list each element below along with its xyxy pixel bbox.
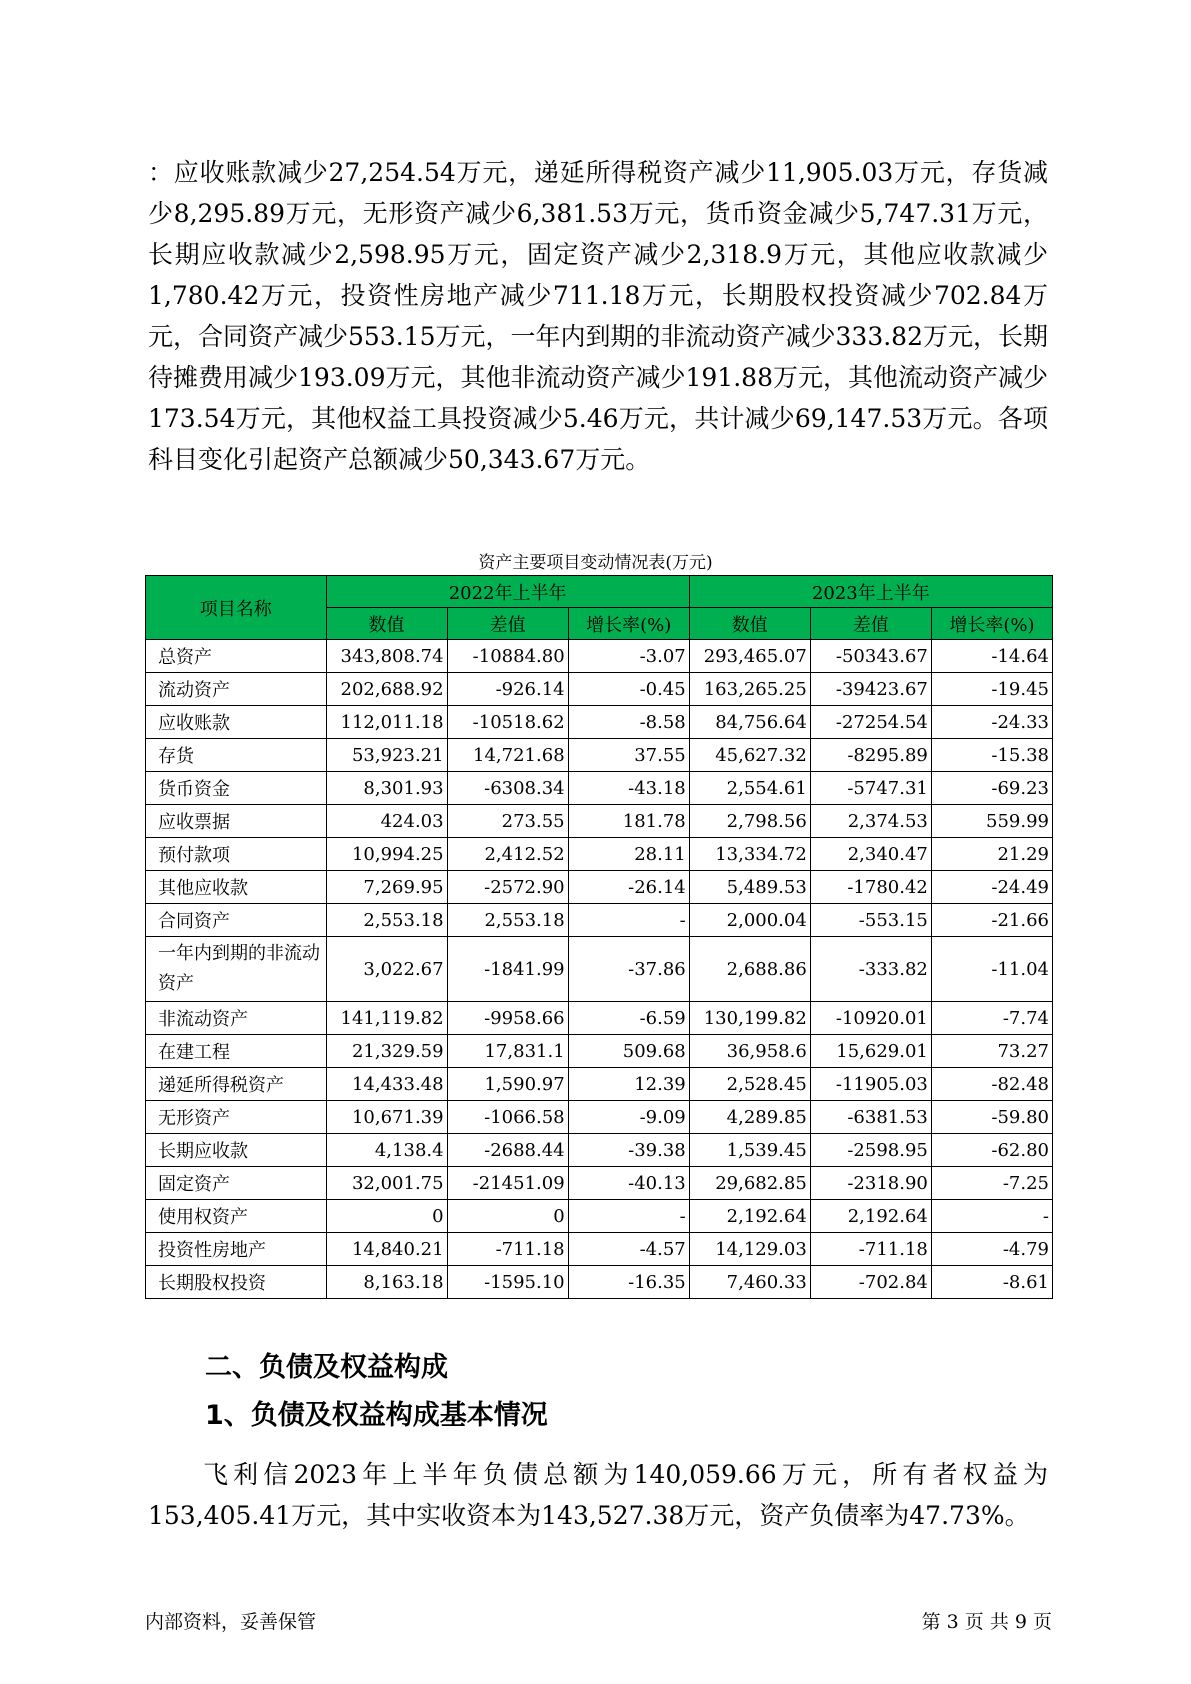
table-cell: 1,590.97 — [447, 1068, 568, 1101]
table-row — [146, 1233, 1053, 1266]
table-cell: 15,629.01 — [810, 1035, 931, 1068]
header-value-2022: 数值 — [326, 608, 447, 640]
table-cell: 1,539.45 — [689, 1134, 810, 1167]
table-cell: -333.82 — [810, 937, 931, 1002]
table-cell: -711.18 — [810, 1233, 931, 1266]
table-cell: -1841.99 — [447, 937, 568, 1002]
row-label: 递延所得税资产 — [146, 1068, 327, 1101]
table-cell: 5,489.53 — [689, 871, 810, 904]
table-cell: -43.18 — [568, 772, 689, 805]
table-row — [146, 838, 1053, 871]
header-growth-2022: 增长率(%) — [568, 608, 689, 640]
table-cell: -2318.90 — [810, 1167, 931, 1200]
table-cell: -6.59 — [568, 1002, 689, 1035]
row-label: 货币资金 — [146, 772, 327, 805]
table-cell: 2,192.64 — [810, 1200, 931, 1233]
table-cell: -0.45 — [568, 673, 689, 706]
table-cell: 293,465.07 — [689, 640, 810, 673]
table-cell: 0 — [326, 1200, 447, 1233]
table-row — [146, 805, 1053, 838]
row-label: 一年内到期的非流动资产 — [146, 937, 327, 1002]
table-row — [146, 1002, 1053, 1035]
table-cell: -40.13 — [568, 1167, 689, 1200]
table-cell: 163,265.25 — [689, 673, 810, 706]
table-cell: -59.80 — [931, 1101, 1052, 1134]
table-cell: -24.33 — [931, 706, 1052, 739]
table-cell: -2572.90 — [447, 871, 568, 904]
table-cell: -8.61 — [931, 1266, 1052, 1299]
table-cell: 3,022.67 — [326, 937, 447, 1002]
table-row — [146, 1167, 1053, 1200]
table-cell: 2,553.18 — [447, 904, 568, 937]
table-cell: -62.80 — [931, 1134, 1052, 1167]
section-heading: 二、负债及权益构成 — [205, 1352, 448, 1383]
row-label: 预付款项 — [146, 838, 327, 871]
row-label: 长期应收款 — [146, 1134, 327, 1167]
row-label: 存货 — [146, 739, 327, 772]
table-cell: -39.38 — [568, 1134, 689, 1167]
header-value-2023: 数值 — [689, 608, 810, 640]
table-cell: 7,269.95 — [326, 871, 447, 904]
table-cell: 2,412.52 — [447, 838, 568, 871]
table-row — [146, 673, 1053, 706]
table-row — [146, 706, 1053, 739]
header-diff-2023: 差值 — [810, 608, 931, 640]
table-cell: 2,192.64 — [689, 1200, 810, 1233]
table-cell: -11.04 — [931, 937, 1052, 1002]
table-cell: -2688.44 — [447, 1134, 568, 1167]
table-cell: 0 — [447, 1200, 568, 1233]
header-diff-2022: 差值 — [447, 608, 568, 640]
table-cell: -39423.67 — [810, 673, 931, 706]
table-cell: 2,554.61 — [689, 772, 810, 805]
table-cell: 36,958.6 — [689, 1035, 810, 1068]
header-growth-2023: 增长率(%) — [931, 608, 1052, 640]
table-cell: -711.18 — [447, 1233, 568, 1266]
table-cell: -82.48 — [931, 1068, 1052, 1101]
table-cell: -9.09 — [568, 1101, 689, 1134]
table-cell: -21451.09 — [447, 1167, 568, 1200]
table-cell: 8,163.18 — [326, 1266, 447, 1299]
header-period-2023: 2023年上半年 — [689, 576, 1052, 608]
table-row — [146, 640, 1053, 673]
table-cell: 2,528.45 — [689, 1068, 810, 1101]
table-row — [146, 1200, 1053, 1233]
table-cell: -1780.42 — [810, 871, 931, 904]
table-cell: - — [568, 904, 689, 937]
table-cell: 141,119.82 — [326, 1002, 447, 1035]
table-cell: 559.99 — [931, 805, 1052, 838]
table-row — [146, 1035, 1053, 1068]
table-cell: 4,138.4 — [326, 1134, 447, 1167]
table-cell: -24.49 — [931, 871, 1052, 904]
table-row — [146, 1266, 1053, 1299]
table-cell: 343,808.74 — [326, 640, 447, 673]
table-cell: -15.38 — [931, 739, 1052, 772]
table-cell: 7,460.33 — [689, 1266, 810, 1299]
row-label: 合同资产 — [146, 904, 327, 937]
table-cell: -2598.95 — [810, 1134, 931, 1167]
table-cell: 32,001.75 — [326, 1167, 447, 1200]
table-cell: -5747.31 — [810, 772, 931, 805]
row-label: 无形资产 — [146, 1101, 327, 1134]
header-period-2022: 2022年上半年 — [326, 576, 689, 608]
row-label: 在建工程 — [146, 1035, 327, 1068]
table-cell: -69.23 — [931, 772, 1052, 805]
table-cell: 14,129.03 — [689, 1233, 810, 1266]
table-cell: -6308.34 — [447, 772, 568, 805]
table-row — [146, 871, 1053, 904]
table-cell: -6381.53 — [810, 1101, 931, 1134]
body-paragraph-assets-decrease: ：应收账款减少27,254.54万元，递延所得税资产减少11,905.03万元，存货减少8,295.89万元，无形资产减少6,381.53万元，货币资金减少5,747.31万元，长期应收款减少2,598.95万元，固定资产减少2,318.9万元，其他应收款减少1,780.42万元，投资性房地产减少711.18万元，长期股权投资减少702.84万元，合同资产减少553.15万元，一年内到期的非流动资产减少333.82万元，长期待摊费用减少193.09万元，其他非流动资产减少191.88万元，其他流动资产减少173.54万元，其他权益工具投资减少5.46万元，共计减少69,147.53万元。各项科目变化引起资产总额减少50,343.67万元。 — [148, 158, 1048, 474]
table-cell: 181.78 — [568, 805, 689, 838]
table-cell: -1066.58 — [447, 1101, 568, 1134]
table-cell: -10884.80 — [447, 640, 568, 673]
subsection-heading: 1、负债及权益构成基本情况 — [205, 1400, 548, 1431]
table-cell: -26.14 — [568, 871, 689, 904]
row-label: 应收票据 — [146, 805, 327, 838]
table-cell: -50343.67 — [810, 640, 931, 673]
table-cell: 10,994.25 — [326, 838, 447, 871]
table-cell: 37.55 — [568, 739, 689, 772]
table-cell: -8295.89 — [810, 739, 931, 772]
table-cell: - — [568, 1200, 689, 1233]
table-cell: 273.55 — [447, 805, 568, 838]
table-row — [146, 1101, 1053, 1134]
table-cell: 8,301.93 — [326, 772, 447, 805]
table-cell: 202,688.92 — [326, 673, 447, 706]
table-cell: 28.11 — [568, 838, 689, 871]
table-cell: -9958.66 — [447, 1002, 568, 1035]
table-cell: 2,688.86 — [689, 937, 810, 1002]
table-cell: -11905.03 — [810, 1068, 931, 1101]
row-label: 使用权资产 — [146, 1200, 327, 1233]
table-cell: 4,289.85 — [689, 1101, 810, 1134]
table-row — [146, 772, 1053, 805]
table-cell: -1595.10 — [447, 1266, 568, 1299]
table-cell: -3.07 — [568, 640, 689, 673]
table-cell: 17,831.1 — [447, 1035, 568, 1068]
table-cell: -16.35 — [568, 1266, 689, 1299]
table-row — [146, 1134, 1053, 1167]
table-cell: 14,433.48 — [326, 1068, 447, 1101]
header-item-name: 项目名称 — [146, 576, 327, 640]
table-row — [146, 937, 1053, 1002]
table-cell: -8.58 — [568, 706, 689, 739]
row-label: 其他应收款 — [146, 871, 327, 904]
table-cell: -4.57 — [568, 1233, 689, 1266]
table-row — [146, 1068, 1053, 1101]
table-cell: -10920.01 — [810, 1002, 931, 1035]
table-cell: 73.27 — [931, 1035, 1052, 1068]
table-row — [146, 739, 1053, 772]
row-label: 总资产 — [146, 640, 327, 673]
table-cell: 14,840.21 — [326, 1233, 447, 1266]
row-label: 投资性房地产 — [146, 1233, 327, 1266]
table-cell: 130,199.82 — [689, 1002, 810, 1035]
table-cell: -37.86 — [568, 937, 689, 1002]
body-paragraph-liabilities: 飞利信2023年上半年负债总额为140,059.66万元，所有者权益为153,405.41万元，其中实收资本为143,527.38万元，资产负债率为47.73%。 — [148, 1460, 1048, 1530]
table-row — [146, 904, 1053, 937]
table-cell: -14.64 — [931, 640, 1052, 673]
table-cell: -7.25 — [931, 1167, 1052, 1200]
table-cell: 2,374.53 — [810, 805, 931, 838]
table-cell: 84,756.64 — [689, 706, 810, 739]
footer-confidential-note: 内部资料，妥善保管 — [145, 1611, 317, 1633]
row-label: 应收账款 — [146, 706, 327, 739]
asset-change-table — [145, 575, 1053, 1299]
table-cell: 21.29 — [931, 838, 1052, 871]
table-cell: -702.84 — [810, 1266, 931, 1299]
row-label: 非流动资产 — [146, 1002, 327, 1035]
table-cell: 13,334.72 — [689, 838, 810, 871]
table-cell: -926.14 — [447, 673, 568, 706]
table-cell: 2,340.47 — [810, 838, 931, 871]
table-cell: 424.03 — [326, 805, 447, 838]
table-cell: -21.66 — [931, 904, 1052, 937]
table-cell: 2,553.18 — [326, 904, 447, 937]
table-cell: 53,923.21 — [326, 739, 447, 772]
table-cell: 12.39 — [568, 1068, 689, 1101]
table-cell: -27254.54 — [810, 706, 931, 739]
footer-page-number: 第 3 页 共 9 页 — [921, 1611, 1052, 1633]
table-cell: 45,627.32 — [689, 739, 810, 772]
table-cell: -7.74 — [931, 1002, 1052, 1035]
table-cell: 21,329.59 — [326, 1035, 447, 1068]
table-cell: - — [931, 1200, 1052, 1233]
table-caption: 资产主要项目变动情况表(万元) — [478, 553, 713, 573]
row-label: 固定资产 — [146, 1167, 327, 1200]
table-cell: 10,671.39 — [326, 1101, 447, 1134]
row-label: 流动资产 — [146, 673, 327, 706]
table-cell: 14,721.68 — [447, 739, 568, 772]
table-cell: -4.79 — [931, 1233, 1052, 1266]
table-body — [146, 640, 1053, 1299]
row-label: 长期股权投资 — [146, 1266, 327, 1299]
table-cell: 2,000.04 — [689, 904, 810, 937]
table-cell: 112,011.18 — [326, 706, 447, 739]
table-cell: -553.15 — [810, 904, 931, 937]
table-cell: -10518.62 — [447, 706, 568, 739]
table-cell: 2,798.56 — [689, 805, 810, 838]
table-cell: 29,682.85 — [689, 1167, 810, 1200]
table-cell: -19.45 — [931, 673, 1052, 706]
table-cell: 509.68 — [568, 1035, 689, 1068]
